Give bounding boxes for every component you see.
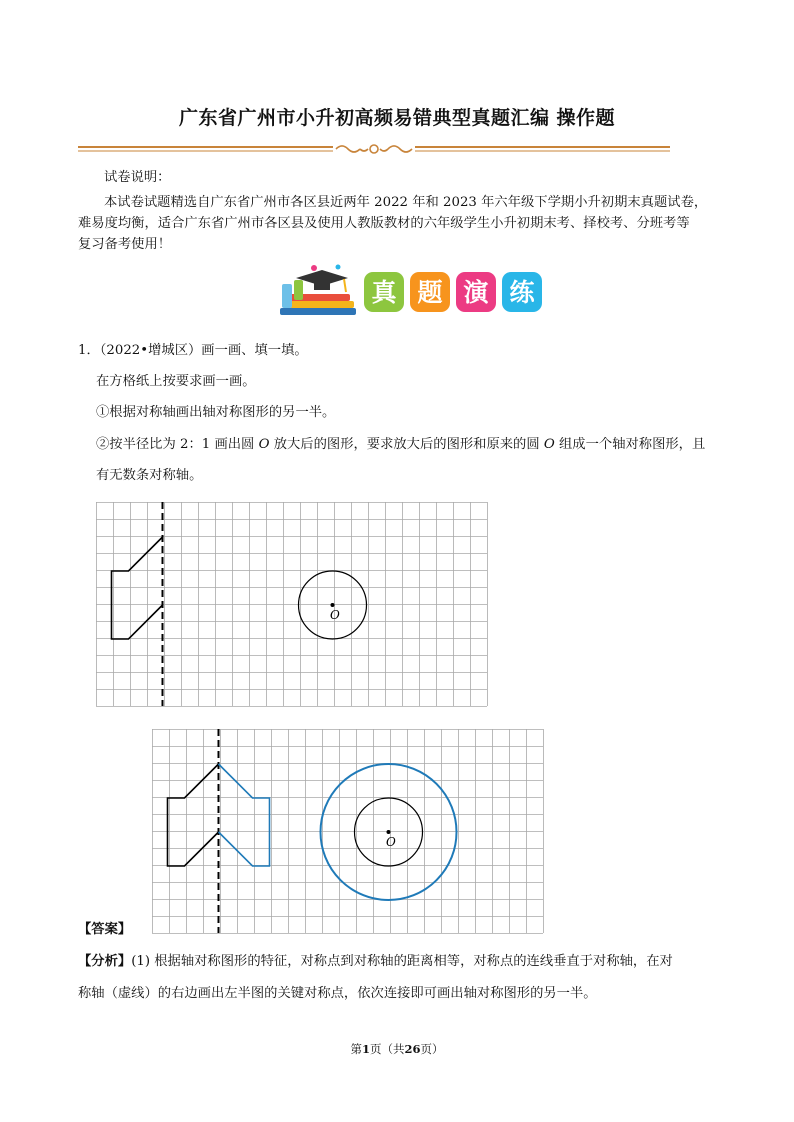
analysis-line-2: 称轴（虚线）的右边画出左半图的关键对称点，依次连接即可画出轴对称图形的另一半。 xyxy=(78,986,597,1001)
page-footer: 第1页（共26页） xyxy=(350,1042,444,1056)
banner-char: 真 xyxy=(371,278,397,307)
circle-o-italic: O xyxy=(258,437,270,452)
intro-line: 本试卷试题精选自广东省广州市各区县近两年 2022 年和 2023 年六年级下学期小升初期末真题试卷， xyxy=(104,195,708,210)
grid-lines xyxy=(152,729,544,934)
intro-line: 复习备考使用！ xyxy=(78,237,172,252)
circle-o-italic: O xyxy=(543,437,555,452)
circle-center-dot xyxy=(387,830,391,834)
question-item-2: ②按半径比为 2：1 画出圆 O 放大后的图形，要求放大后的图形和原来的圆 O 组成一个轴对称图形，且 xyxy=(96,437,706,452)
intro-line: 难易度均衡，适合广东省广州市各区县及使用人教版教材的六年级学生小升初期末考、择校考、分班考等 xyxy=(78,216,690,231)
page-number: 1 xyxy=(361,1042,370,1056)
question-1-heading xyxy=(78,342,308,360)
books-graduation-cap-icon xyxy=(280,265,356,316)
practice-banner xyxy=(276,264,546,320)
page-title: 广东省广州市小升初高频易错典型真题汇编 操作题 xyxy=(178,107,616,129)
question-grid-figure xyxy=(96,502,489,707)
intro-label: 试卷说明： xyxy=(104,170,171,185)
question-item-2-continued: 有无数条对称轴。 xyxy=(96,468,203,483)
question-prompt: 画一画、填一填。 xyxy=(201,343,308,358)
question-item-1: ①根据对称轴画出轴对称图形的另一半。 xyxy=(96,405,336,420)
original-half-figure xyxy=(168,764,219,866)
banner-char: 练 xyxy=(509,278,535,307)
circle-label: O xyxy=(386,835,396,849)
circle-label: O xyxy=(330,608,340,622)
question-source: （2022•增城区） xyxy=(99,343,202,358)
half-figure xyxy=(112,537,163,639)
question-instruction: 在方格纸上按要求画一画。 xyxy=(96,374,256,389)
circle-center-dot xyxy=(331,603,335,607)
grid-lines xyxy=(96,502,488,707)
banner-char: 演 xyxy=(463,278,489,307)
mirrored-half-figure xyxy=(219,764,270,866)
banner-char: 题 xyxy=(417,278,443,307)
analysis-line-1: 【分析】(1) 根据轴对称图形的特征，对称点到对称轴的距离相等，对称点的连线垂直于对称轴，在对 xyxy=(78,954,673,969)
question-number: 1． xyxy=(78,343,100,358)
answer-grid-figure xyxy=(152,729,545,934)
analysis-tag: 【分析】 xyxy=(78,954,132,969)
title-divider-ornament xyxy=(78,140,670,160)
total-pages: 26 xyxy=(404,1042,421,1056)
answer-tag: 【答案】 xyxy=(78,922,132,937)
